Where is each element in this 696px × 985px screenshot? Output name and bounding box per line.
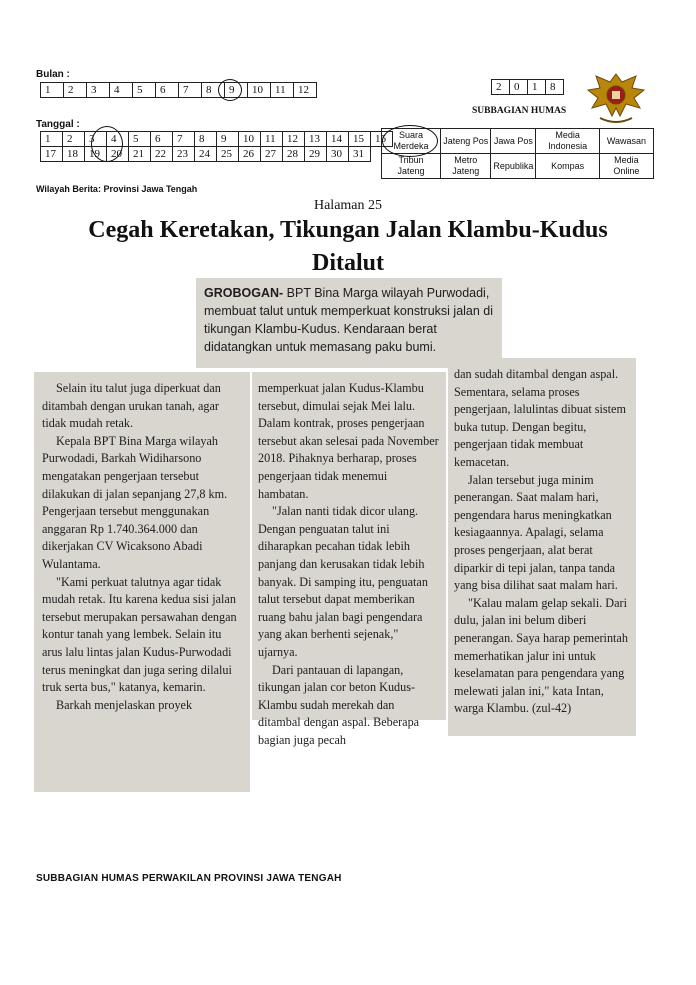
tanggal-cell: 8 [195,132,217,147]
media-selection-circle [382,125,438,157]
tanggal-cell: 10 [239,132,261,147]
tahun-digit-cell: 2 [492,80,510,95]
tanggal-cell: 17 [41,147,63,162]
tanggal-cell: 2 [63,132,85,147]
headline-line-1: Cegah Keretakan, Tikungan Jalan Klambu-Kudus [88,217,608,243]
media-cell: Wawasan [599,129,653,154]
tanggal-cell: 24 [195,147,217,162]
article-paragraph: Jalan tersebut juga minim penerangan. Saat malam hari, pengendara harus meningkatkan kesiagaannya. Apalagi, selama proses pengerjaan, alat berat diparkir di tepi jalan, tanpa tanda yang bisa dilihat saat malam hari. [454,472,618,593]
bulan-selection-circle [218,79,242,101]
halaman-number: Halaman 25 [313,198,383,213]
bulan-cell: 8 [202,83,225,98]
bulan-label: Bulan : [36,69,70,80]
article-paragraph: Selain itu talut juga diperkuat dan ditambah dengan urukan tanah, agar tidak mudah retak. [42,381,221,431]
footer-title: SUBBAGIAN HUMAS PERWAKILAN PROVINSI JAWA TENGAH [36,873,342,884]
media-cell: Kompas [536,154,599,179]
tanggal-cell: 31 [349,147,371,162]
tanggal-cell: 25 [217,147,239,162]
bulan-cell: 11 [271,83,294,98]
tanggal-cell: 4 [107,132,129,147]
tanggal-cell: 30 [327,147,349,162]
media-cell: Republika [491,154,536,179]
column-1-clipping [34,372,250,792]
column-2-clipping [252,372,446,747]
article-paragraph: dan sudah ditambal dengan aspal. Sementara, selama proses pengerjaan, lalulintas dibuat sistem buka tutup. Dengan begitu, pengerjaan tidak membuat kemacetan. [454,367,626,469]
bulan-cell: 7 [179,83,202,98]
tanggal-cell: 6 [151,132,173,147]
tanggal-cell: 20 [107,147,129,162]
bulan-grid [40,82,317,98]
tanggal-cell: 21 [129,147,151,162]
tanggal-cell: 9 [217,132,239,147]
tanggal-cell: 19 [85,147,107,162]
lead-paragraph [204,284,494,356]
tanggal-cell: 11 [261,132,283,147]
tanggal-cell: 22 [151,147,173,162]
lead-dateline: GROBOGAN- [204,286,284,300]
media-cell: Media Indonesia [536,129,599,154]
bulan-cell: 12 [294,83,317,98]
tanggal-selection-circle [91,126,123,162]
tanggal-cell: 16 [371,132,393,147]
tanggal-cell: 29 [305,147,327,162]
bulan-cell: 5 [133,83,156,98]
article-paragraph: "Kalau malam gelap sekali. Dari dulu, jalan ini belum diberi penerangan. Saya harap pemerintah memerhatikan jalur ini untuk keselamatan para pengendara yang melewati jalan ini," kata Intan, warga Klambu. (zul-42) [454,595,628,716]
tanggal-cell: 7 [173,132,195,147]
article-paragraph: Kepala BPT Bina Marga wilayah Purwodadi, Barkah Widiharsono mengatakan pengerjaan tersebut dilakukan di jalan sepanjang 27,8 km. Pengerjaan tersebut menggunakan anggaran Rp 1.740.364.000 dan dikerjakan CV Wicaksono Abadi Wulantama. [42,433,228,571]
article-paragraph: "Kami perkuat talutnya agar tidak mudah retak. Itu karena kedua sisi jalan tersebut merupakan persawahan dengan kontur tanah yang lembek. Selain itu arus lalu lintas jalan Kudus-Purwodadi terus meningkat dan juga sering dilalui truk serta bus," katanya, kemarin. [42,574,237,695]
bulan-cell: 2 [64,83,87,98]
tanggal-cell: 3 [85,132,107,147]
tahun-grid [491,79,564,95]
subbagian-humas-title: SUBBAGIAN HUMAS [472,106,567,116]
media-cell: Jawa Pos [491,129,536,154]
headline-line-2: Ditalut [312,250,384,276]
lead-text: BPT Bina Marga wilayah Purwodadi, membuat talut untuk memperkuat konstruksi jalan di tikungan Klambu-Kudus. Kendaraan berat didatangkan untuk memasang paku bumi. [204,286,494,354]
tahun-digit-cell: 0 [510,80,528,95]
article-paragraph: "Jalan nanti tidak dicor ulang. Dengan penguatan talut ini diharapkan pecahan tidak lebih panjang dan kerusakan tidak lebih banyak. Di samping itu, penguatan talut tersebut dapat memberikan ruang bahu jalan bagi pengendara yang akan berhenti sejenak," ujarnya. [258,504,428,659]
tanggal-cell: 15 [349,132,371,147]
tanggal-cell: 18 [63,147,85,162]
tanggal-cell: 26 [239,147,261,162]
media-cell: Metro Jateng [441,154,491,179]
tahun-digit-cell: 1 [528,80,546,95]
article-paragraph: Dari pantauan di lapangan, tikungan jalan cor beton Kudus-Klambu sudah merekah dan ditambal dengan aspal. Beberapa bagian juga pecah [258,662,420,747]
media-cell: Media Online [599,154,653,179]
tanggal-cell: 27 [261,147,283,162]
garuda-emblem-icon [584,68,648,126]
column-3-clipping [448,358,636,736]
tanggal-cell: 1 [41,132,63,147]
bulan-cell: 10 [248,83,271,98]
tanggal-cell: 12 [283,132,305,147]
media-cell: Jateng Pos [441,129,491,154]
lead-clipping [196,278,502,368]
bulan-cell: 3 [87,83,110,98]
tanggal-cell: 14 [327,132,349,147]
tanggal-cell: 23 [173,147,195,162]
media-cell: Suara Merdeka [382,129,441,154]
article-paragraph: memperkuat jalan Kudus-Klambu tersebut, dimulai sejak Mei lalu. Dalam kontrak, proses pengerjaan tersebut akan selesai pada November 2018. Pihaknya berharap, proses pengerjaan tidak menemui hambatan. [258,381,439,501]
media-cell: Tribun Jateng [382,154,441,179]
bulan-cell: 1 [41,83,64,98]
tanggal-cell: 13 [305,132,327,147]
bulan-cell: 4 [110,83,133,98]
article-paragraph: Barkah menjelaskan proyek [56,697,193,712]
tanggal-label: Tanggal : [36,119,80,130]
tanggal-cell: 28 [283,147,305,162]
bulan-cell: 6 [156,83,179,98]
bulan-cell: 9 [225,83,248,98]
wilayah-berita: Wilayah Berita: Provinsi Jawa Tengah [36,184,198,194]
tahun-digit-cell: 8 [546,80,564,95]
tanggal-cell: 5 [129,132,151,147]
